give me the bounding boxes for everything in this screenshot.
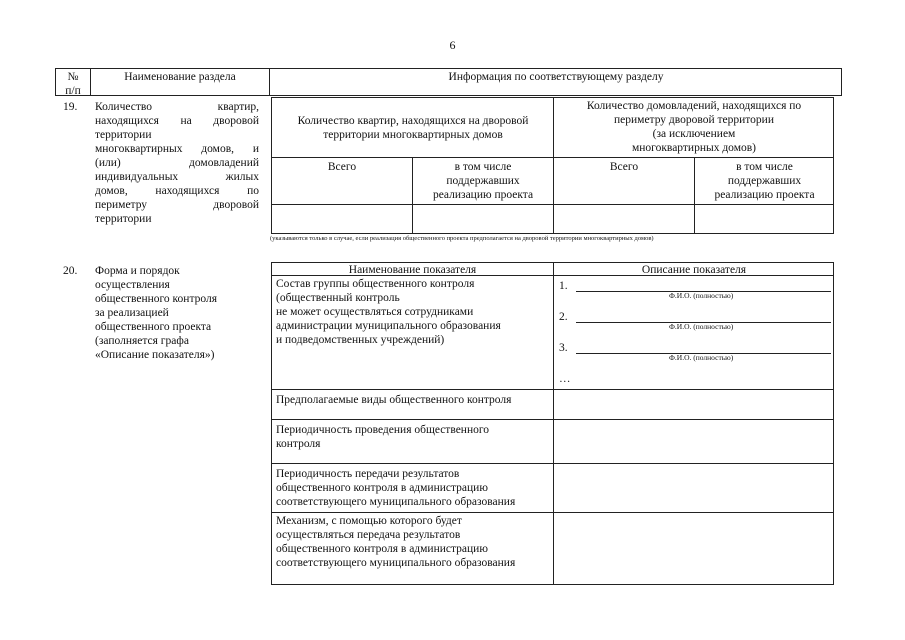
page-number: 6 (449, 38, 456, 52)
header-section-name: Наименование раздела (124, 71, 236, 83)
results-transfer-periodicity: Периодичность передачи результатов общественного контроля в администрацию соответствующего муниципального образования (276, 468, 516, 508)
member-3-fio: Ф.И.О. (полностью) (669, 353, 734, 362)
row-19-note: (указываются только в случае, если реализация общественного проекта предполагается на дворовой территории многоквартирных домов) (270, 235, 654, 242)
header-num: № (67, 71, 79, 83)
member-3-number: 3. (559, 342, 568, 354)
member-1-fio: Ф.И.О. (полностью) (669, 291, 734, 300)
households-including: в том числе поддержавших реализацию проекта (714, 161, 815, 201)
members-ellipsis: … (559, 373, 571, 385)
col-description: Описание показателя (641, 264, 747, 276)
apartments-title: Количество квартир, находящихся на дворовой территории многоквартирных домов (297, 115, 529, 141)
apartments-total: Всего (327, 161, 357, 173)
member-1-number: 1. (559, 280, 568, 292)
header-info: Информация по соответствующему разделу (448, 71, 664, 83)
member-2-number: 2. (559, 311, 568, 323)
households-total: Всего (609, 161, 639, 173)
header-num2: п/п (65, 85, 81, 97)
row-20-number: 20. (63, 265, 78, 277)
row-20-name: Форма и порядок осуществления общественного контроля за реализацией общественного проекта (заполняется графа «Описание показателя») (95, 265, 218, 361)
control-types: Предполагаемые виды общественного контроля (276, 394, 512, 406)
group-composition: Состав группы общественного контроля (общественный контроль не может осуществляться сотрудниками администрации муниципального образования и подведомственных учреждений) (276, 278, 501, 346)
apartments-including: в том числе поддержавших реализацию проекта (432, 161, 534, 201)
control-periodicity: Периодичность проведения общественного контроля (276, 424, 490, 450)
transfer-mechanism: Механизм, с помощью которого будет осуществляться передача результатов общественного контроля в администрацию соответствующего муниципального образования (276, 515, 516, 569)
member-2-fio: Ф.И.О. (полностью) (669, 322, 734, 331)
row-19-name: Количество квартир, находящихся на дворовой территории многоквартирных домов, и (или) домовладений индивидуальных жилых домов, находящихся по периметру дворовой территории (95, 101, 259, 225)
households-title: Количество домовладений, находящихся по периметру дворовой территории (за исключением многоквартирных домов) (586, 100, 802, 154)
row-19-number: 19. (63, 101, 78, 113)
col-indicator: Наименование показателя (348, 264, 477, 276)
